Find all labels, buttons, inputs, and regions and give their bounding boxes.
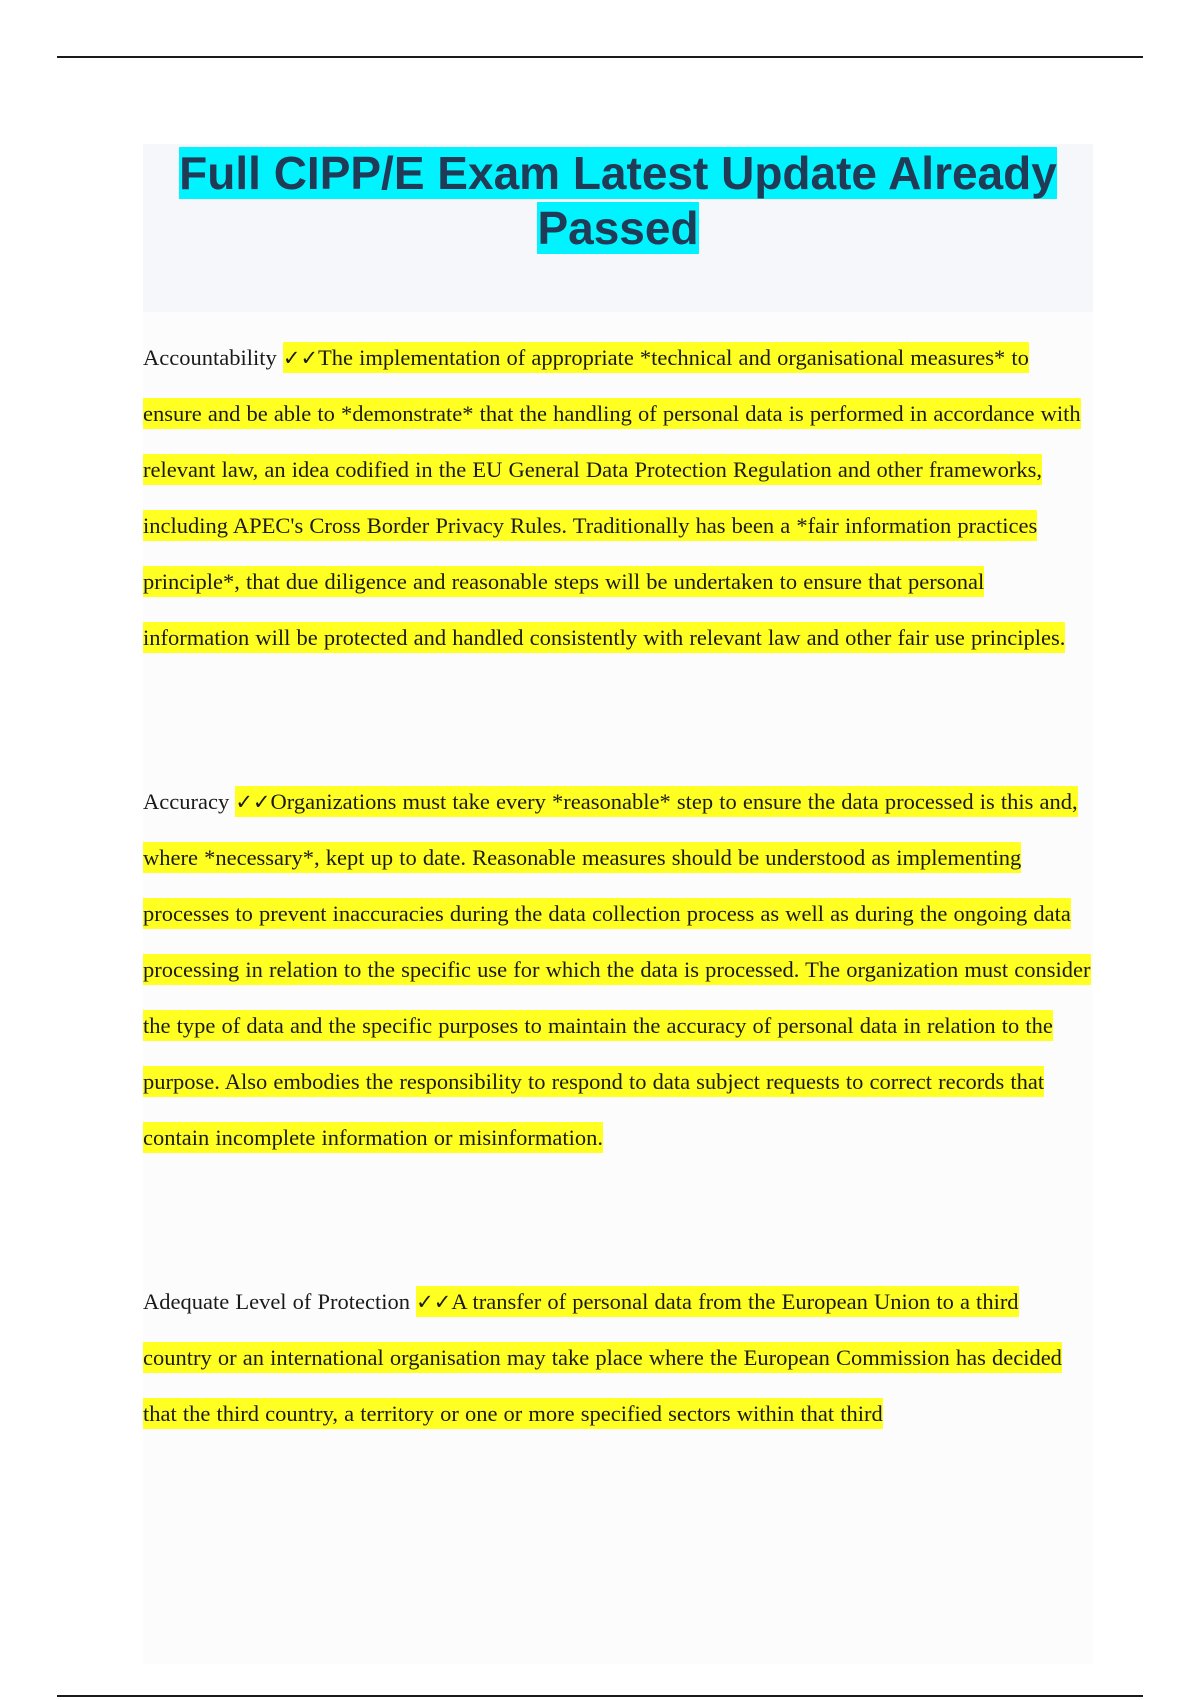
entry-term: Accountability	[143, 345, 277, 370]
entry-adequate-level-of-protection	[143, 1274, 1093, 1442]
document-body	[143, 144, 1093, 1664]
top-rule	[57, 56, 1143, 58]
entry-definition: A transfer of personal data from the European Union to a third country or an international organisation may take place where the European Commission has decided that the third country, a territory or one or more specified sectors within that third	[143, 1289, 1062, 1426]
double-check-icon: ✓✓	[282, 346, 319, 370]
bottom-rule	[57, 1695, 1143, 1697]
entry-definition-highlight	[143, 786, 1091, 1153]
entry-term: Accuracy	[143, 789, 230, 814]
title-banner	[143, 144, 1093, 312]
double-check-icon: ✓✓	[416, 1290, 452, 1314]
document-title: Full CIPP/E Exam Latest Update Already Passed	[179, 147, 1057, 254]
entry-definition: Organizations must take every *reasonable* step to ensure the data processed is this and, where *necessary*, kept up to date. Reasonable measures should be understood as implementing processes to prevent inaccuracies during the data collection process as well as during the ongoing data processing in relation to the specific use for which the data is processed. The organization must consider the type of data and the specific purposes to maintain the accuracy of personal data in relation to the purpose. Also embodies the responsibility to respond to data subject requests to correct records that contain incomplete information or misinformation.	[143, 789, 1091, 1150]
entry-term: Adequate Level of Protection	[143, 1289, 411, 1314]
entry-accuracy	[143, 774, 1093, 1166]
double-check-icon: ✓✓	[235, 790, 271, 814]
entry-definition: The implementation of appropriate *technical and organisational measures* to ensure and be able to *demonstrate* that the handling of personal data is performed in accordance with relevant law, an idea codified in the EU General Data Protection Regulation and other frameworks, including APEC's Cross Border Privacy Rules. Traditionally has been a *fair information practices principle*, that due diligence and reasonable steps will be undertaken to ensure that personal information will be protected and handled consistently with relevant law and other fair use principles.	[143, 345, 1081, 650]
entry-definition-highlight	[143, 342, 1081, 653]
entry-accountability	[143, 330, 1093, 666]
